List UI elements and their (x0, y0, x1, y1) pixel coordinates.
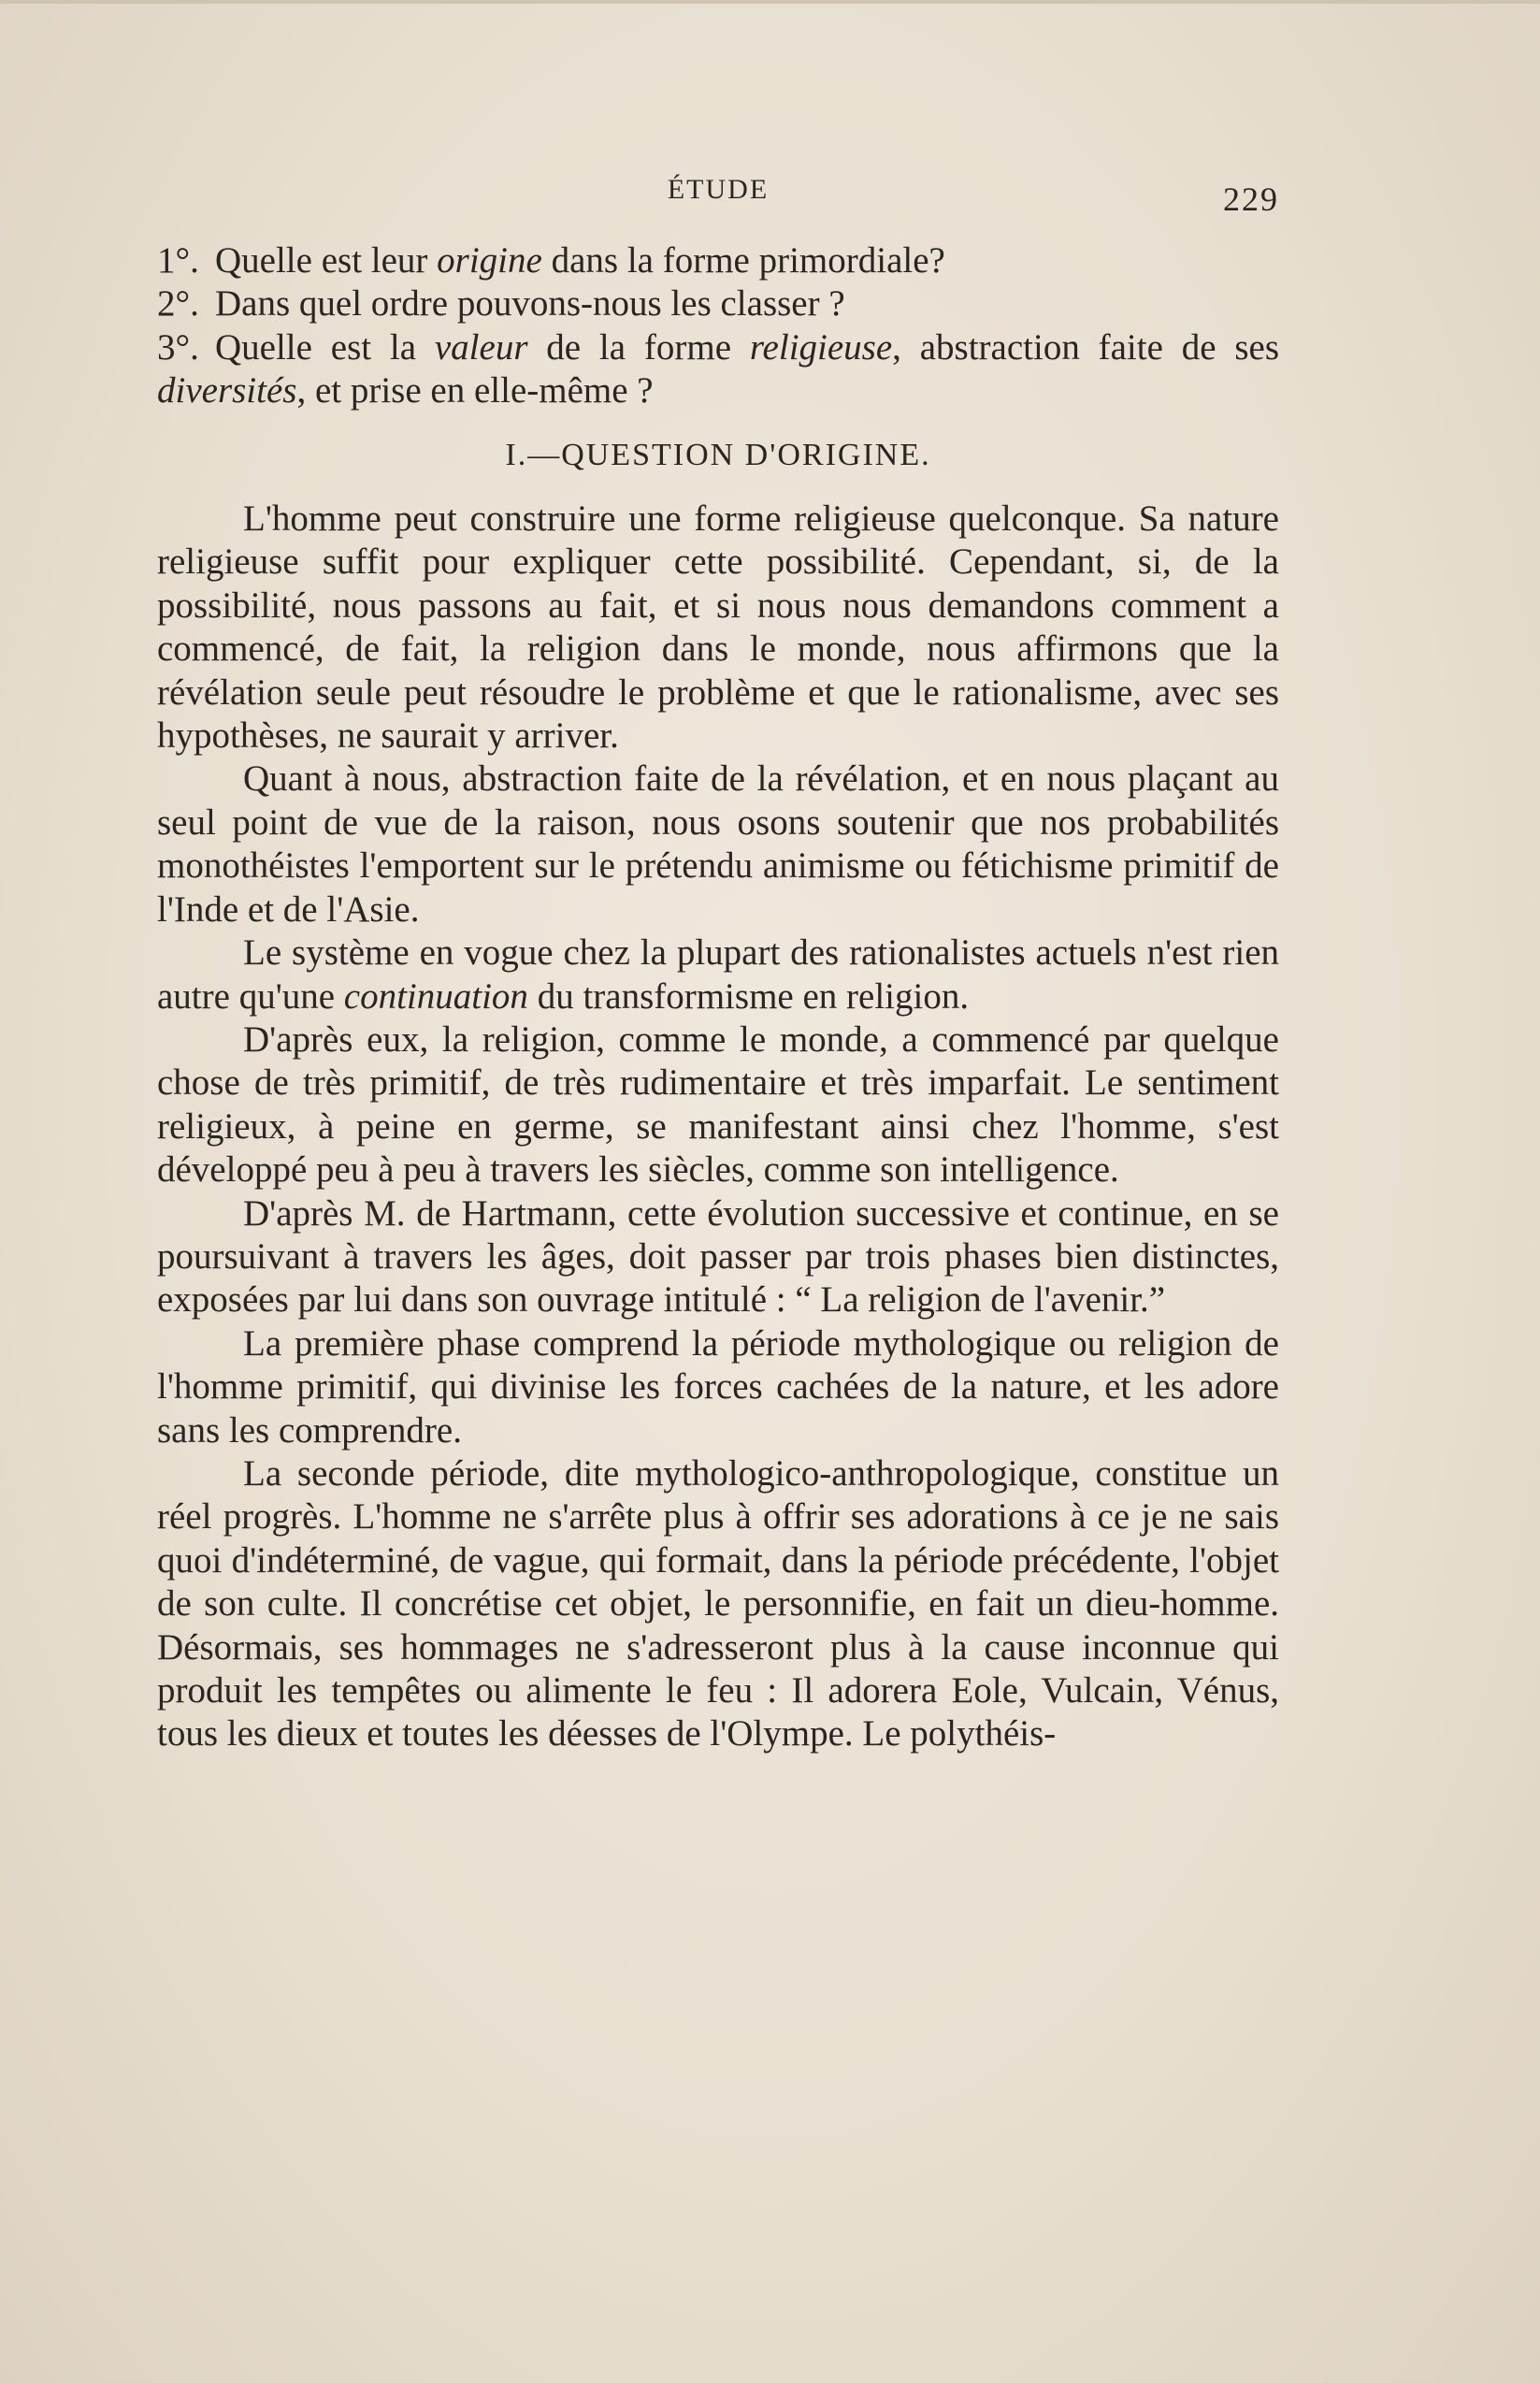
paragraph-5 (157, 1192, 1279, 1322)
paragraph-2 (157, 758, 1279, 932)
question-text: , abstraction faite de ses (892, 326, 1279, 368)
paragraph-6 (157, 1322, 1279, 1452)
question-emphasis: valeur (434, 326, 528, 368)
paragraph-text: D'après eux, la religion, comme le monde, a commencé par quelque chose de très primitif, de très rudimentaire et très imparfait. Le sentiment religieux, à peine en germe, se manifestant ainsi chez l'homme, s'est développé peu à peu à travers les siècles, comme son intelligence. (157, 1018, 1279, 1191)
question-text: de la forme (527, 326, 750, 368)
question-text: Dans quel ordre pouvons-nous les classer ? (215, 283, 845, 325)
question-number: 2°. (157, 283, 199, 325)
question-3 (157, 326, 1279, 413)
paragraph-text: D'après M. de Hartmann, cette évolution successive et continue, en se poursuivant à travers les âges, doit passer par trois phases bien distinctes, exposées par lui dans son ouvrage intitulé : “ La religion de l'avenir.” (157, 1192, 1279, 1321)
question-text: Quelle est la (215, 326, 435, 368)
question-text: , et prise en elle-même ? (296, 370, 654, 412)
page-top-edge (0, 0, 1540, 4)
paragraph-text: L'homme peut construire une forme religieuse quelconque. Sa nature religieuse suffit pour expliquer cette possibilité. Cependant, si, de la possibilité, nous passons au fait, et si nous nous demandons comment a commencé, de fait, la religion dans le monde, nous affirmons que la révélation seule peut résoudre le problème et que le rationalisme, avec ses hypothèses, ne saurait y arriver. (157, 498, 1279, 757)
question-number: 3°. (157, 326, 199, 368)
paragraph-text: La seconde période, dite mythologico-anthropologique, constitue un réel progrès. L'homme ne s'arrête plus à offrir ses adorations à ce je ne sais quoi d'indéterminé, de vague, qui formait, dans la période précédente, l'objet de son culte. Il concrétise cet objet, le personnifie, en fait un dieu-homme. Désormais, ses hommages ne s'adresseront plus à la cause inconnue qui produit les tempêtes ou alimente le feu : Il adorera Eole, Vulcain, Vénus, tous les dieux et toutes les déesses de l'Olympe. Le polythéis- (157, 1452, 1279, 1755)
paragraph-4 (157, 1018, 1279, 1192)
page-header (157, 174, 1279, 221)
question-number: 1°. (157, 240, 199, 281)
question-emphasis: origine (437, 240, 542, 281)
running-head: ÉTUDE (667, 174, 770, 205)
paragraph-1 (157, 498, 1279, 758)
question-text: dans la forme primordiale? (541, 240, 945, 281)
page-body (157, 239, 1279, 1756)
paragraph-text: Le système en vogue chez la plupart des rationalistes actuels n'est rien autre qu'une (157, 932, 1279, 1017)
paragraph-emphasis: continuation (343, 975, 528, 1017)
section-heading: I.—QUESTION D'ORIGINE. (505, 437, 931, 472)
question-emphasis: diversités (157, 370, 297, 412)
question-2 (157, 282, 1279, 325)
page-number: 229 (1223, 181, 1279, 218)
question-emphasis: religieuse (749, 326, 893, 368)
paragraph-text: La première phase comprend la période mythologique ou religion de l'homme primitif, qui divinise les forces cachées de la nature, et les adore sans les comprendre. (157, 1322, 1279, 1451)
question-text: Quelle est leur (215, 240, 438, 281)
paragraph-text: du transformisme en religion. (527, 975, 970, 1017)
question-1 (157, 239, 1279, 282)
paragraph-7 (157, 1452, 1279, 1756)
paragraph-text: Quant à nous, abstraction faite de la révélation, et en nous plaçant au seul point de vue de la raison, nous osons soutenir que nos probabilités monothéistes l'emportent sur le prétendu animisme ou fétichisme primitif de l'Inde et de l'Asie. (157, 758, 1279, 930)
paragraph-3 (157, 932, 1279, 1018)
